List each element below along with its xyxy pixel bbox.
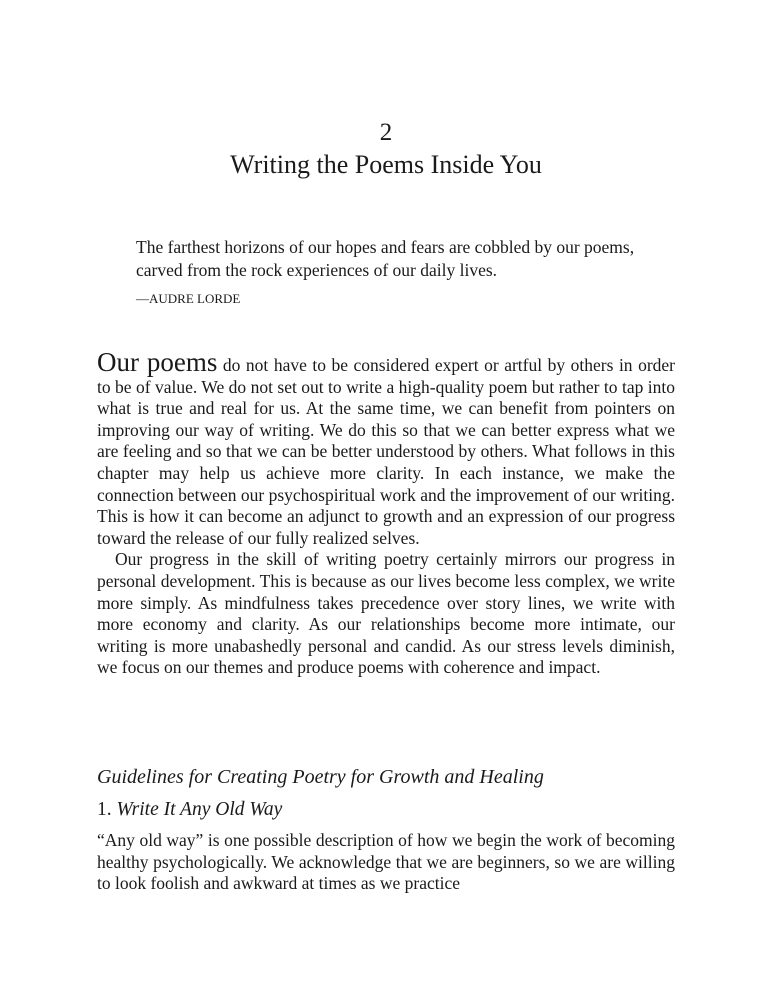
section-heading: Guidelines for Creating Poetry for Growth and Healing (97, 766, 544, 788)
epigraph (136, 236, 636, 307)
body-paragraph-1 (97, 347, 675, 549)
subsection-heading (97, 797, 675, 823)
epigraph-attribution: —AUDRE LORDE (136, 291, 241, 306)
chapter-body (97, 347, 675, 679)
section-body (97, 830, 675, 895)
subsection-title: Write It Any Old Way (116, 799, 283, 820)
paragraph-lead-in: Our poems (97, 347, 218, 377)
section-paragraph-1: “Any old way” is one possible description of how we begin the work of becoming healthy psychologically. We acknowledge that we are beginners, so we are willing to look foolish and awkward at times as we practice (97, 830, 675, 894)
body-paragraph-2: Our progress in the skill of writing poetry certainly mirrors our progress in personal development. This is because as our lives become less complex, we write more simply. As mindfulness takes precedence over story lines, we write with more economy and clarity. As our relationships become more intimate, our writing is more unabashedly personal and candid. As our stress levels diminish, we focus on our themes and produce poems with coherence and impact. (97, 549, 675, 678)
chapter-number: 2 (379, 119, 393, 146)
subsection-number: 1. (97, 799, 117, 820)
epigraph-quote: The farthest horizons of our hopes and fears are cobbled by our poems, carved from the rock experiences of our daily lives. (136, 237, 635, 280)
paragraph-text: do not have to be considered expert or artful by others in order to be of value. We do not set out to write a high-quality poem but rather to tap into what is true and real for us. At the same time, we can benefit from pointers on improving our way of writing. We do this so that we can better express what we are feeling and so that we can be better understood by others. What follows in this chapter may help us achieve more clarity. In each instance, we make the connection between our psychospiritual work and the improvement of our writing. This is how it can become an adjunct to growth and an expression of our progress toward the release of our fully realized selves. (97, 355, 675, 548)
chapter-title: Writing the Poems Inside You (230, 150, 542, 179)
